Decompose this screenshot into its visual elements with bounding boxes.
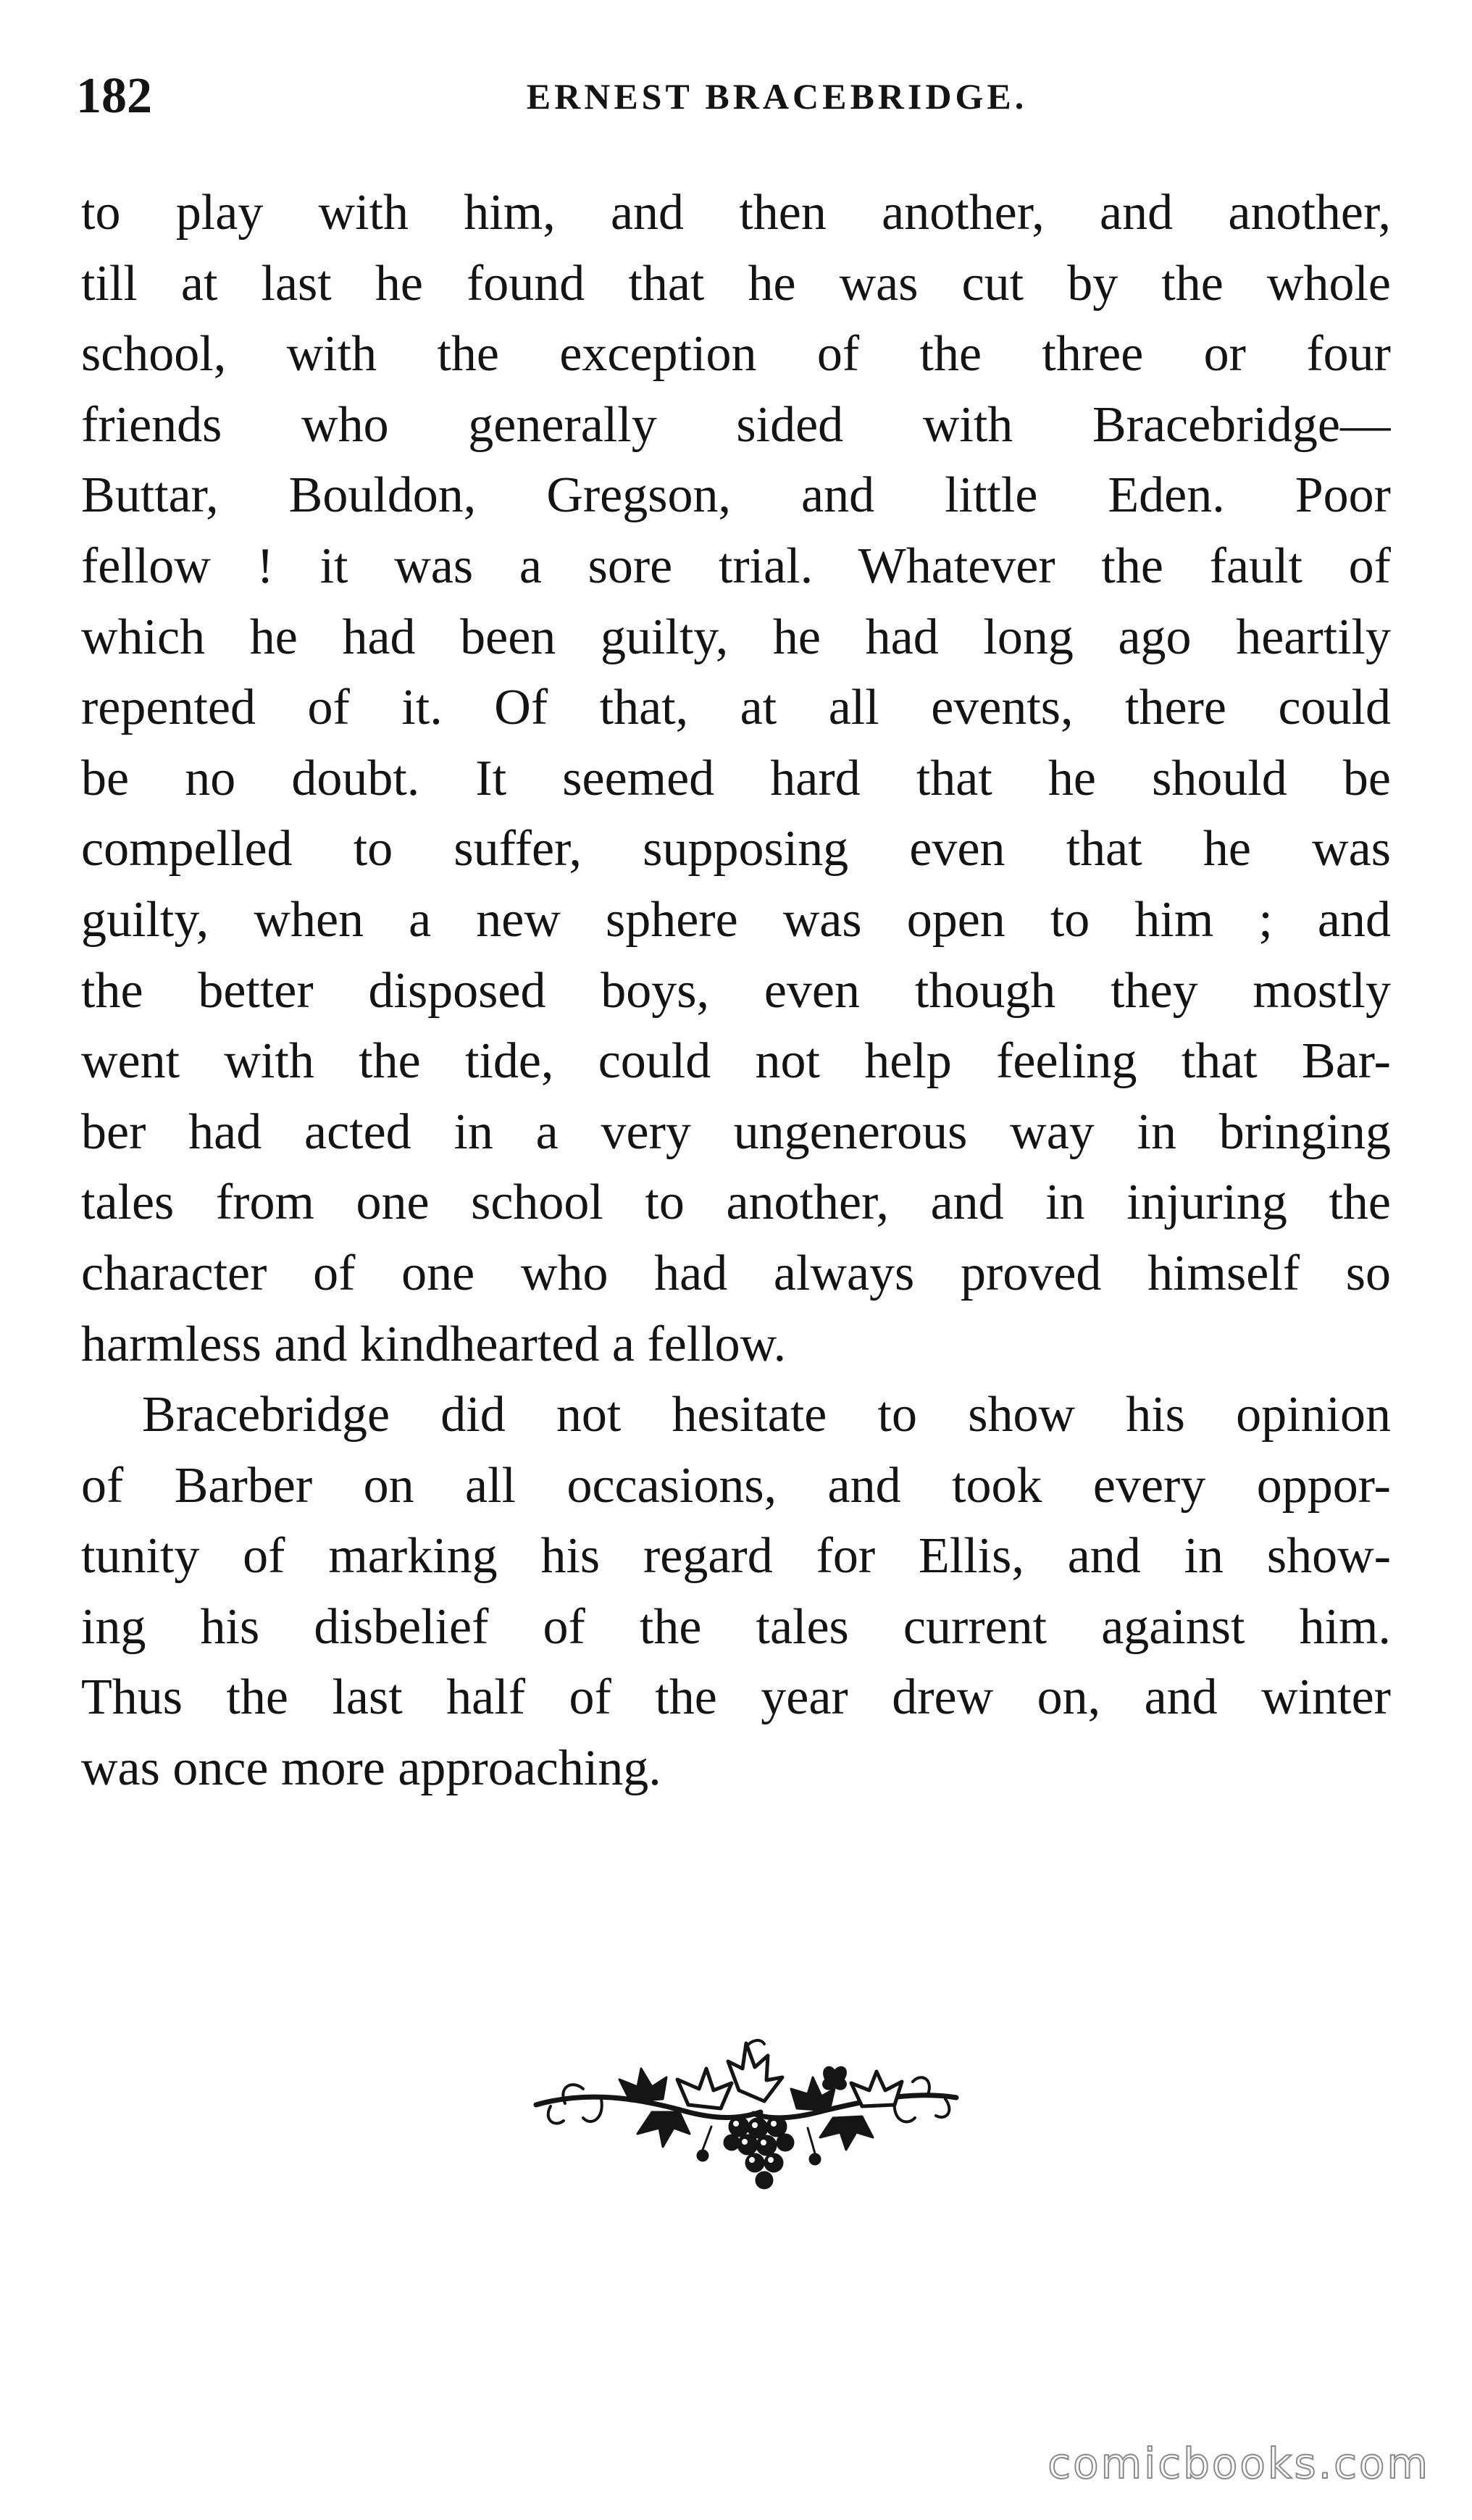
text-line: guilty, when a new sphere was open to him ; and bbox=[81, 891, 1391, 948]
text-line: to play with him, and then another, and another, bbox=[81, 185, 1391, 241]
text-line: harmless and kindhearted a fellow. bbox=[81, 1316, 787, 1372]
text-line: of Barber on all occasions, and took every oppor- bbox=[81, 1457, 1391, 1514]
text-line: was once more approaching. bbox=[81, 1740, 661, 1797]
running-title: ERNEST BRACEBRIDGE. bbox=[526, 76, 1028, 117]
paragraph-2 bbox=[81, 1380, 1391, 1804]
text-line: school, with the exception of the three or four bbox=[81, 326, 1391, 383]
text-line: be no doubt. It seemed hard that he should be bbox=[81, 750, 1391, 806]
text-line: Buttar, Bouldon, Gregson, and little Eden. Poor bbox=[81, 467, 1391, 524]
text-line: went with the tide, could not help feeling that Bar- bbox=[81, 1033, 1391, 1090]
text-line: friends who generally sided with Bracebridge— bbox=[81, 396, 1391, 453]
text-line: Thus the last half of the year drew on, and winter bbox=[81, 1669, 1391, 1726]
paragraph-1 bbox=[81, 178, 1391, 1380]
vine-leaves-grapes-icon bbox=[522, 2011, 971, 2206]
text-line: compelled to suffer, supposing even that he was bbox=[81, 821, 1391, 877]
watermark: comicbooks.com bbox=[1047, 2439, 1430, 2488]
text-line: which he had been guilty, he had long ago heartily bbox=[81, 609, 1391, 665]
text-line: the better disposed boys, even though they mostly bbox=[81, 962, 1391, 1019]
text-line: till at last he found that he was cut by the whole bbox=[81, 255, 1391, 312]
text-line: character of one who had always proved himself so bbox=[81, 1245, 1391, 1301]
text-line: ing his disbelief of the tales current against him. bbox=[81, 1598, 1391, 1655]
text-line: tales from one school to another, and in injuring the bbox=[81, 1175, 1391, 1231]
body-text bbox=[81, 178, 1391, 1804]
text-line: ber had acted in a very ungenerous way in bringing bbox=[81, 1103, 1391, 1160]
text-line: repented of it. Of that, at all events, there could bbox=[81, 680, 1391, 736]
text-line: tunity of marking his regard for Ellis, and in show- bbox=[81, 1528, 1391, 1585]
page-header bbox=[76, 64, 1391, 129]
page-number: 182 bbox=[76, 68, 152, 124]
text-line: Bracebridge did not hesitate to show his opinion bbox=[142, 1387, 1391, 1443]
text-line: fellow ! it was a sore trial. Whatever the fault of bbox=[81, 538, 1391, 594]
